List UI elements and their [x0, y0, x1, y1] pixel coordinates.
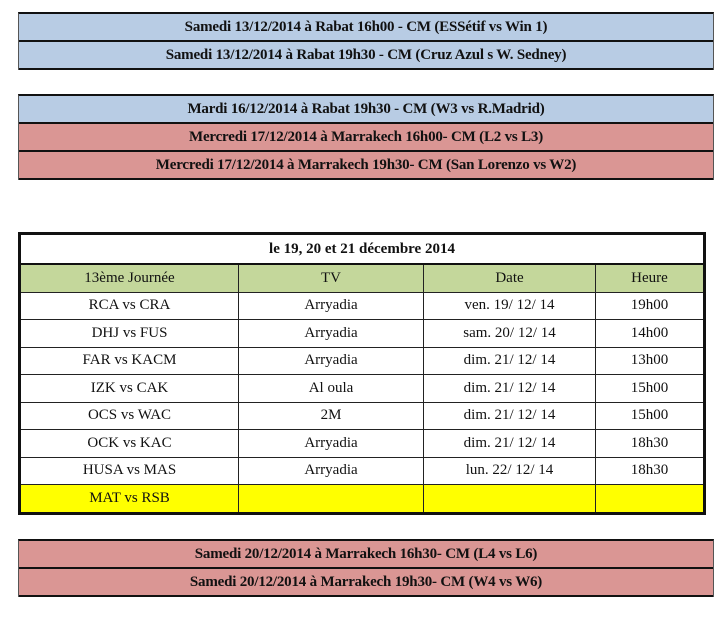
match-cell: FAR vs KACM — [20, 347, 239, 375]
table-row — [20, 375, 705, 403]
header-journee: 13ème Journée — [20, 264, 239, 292]
world-cup-matches-group-3 — [18, 539, 714, 597]
time-cell: 15h00 — [596, 375, 705, 403]
match-row: Samedi 20/12/2014 à Marrakech 19h30- CM (W4 vs W6) — [19, 569, 713, 597]
table-row — [20, 402, 705, 430]
time-cell: 18h30 — [596, 457, 705, 485]
match-cell: HUSA vs MAS — [20, 457, 239, 485]
time-cell: 18h30 — [596, 430, 705, 458]
date-cell: dim. 21/ 12/ 14 — [424, 430, 596, 458]
header-date: Date — [424, 264, 596, 292]
table-row — [20, 347, 705, 375]
date-cell: sam. 20/ 12/ 14 — [424, 320, 596, 348]
time-cell: 14h00 — [596, 320, 705, 348]
match-cell: MAT vs RSB — [20, 485, 239, 514]
match-row: Mardi 16/12/2014 à Rabat 19h30 - CM (W3 vs R.Madrid) — [19, 96, 713, 124]
table-row — [20, 320, 705, 348]
header-heure: Heure — [596, 264, 705, 292]
table-row — [20, 292, 705, 320]
match-cell: RCA vs CRA — [20, 292, 239, 320]
world-cup-matches-group-2 — [18, 94, 714, 180]
match-row: Mercredi 17/12/2014 à Marrakech 19h30- CM (San Lorenzo vs W2) — [19, 152, 713, 180]
date-cell: lun. 22/ 12/ 14 — [424, 457, 596, 485]
date-cell: dim. 21/ 12/ 14 — [424, 402, 596, 430]
tv-cell: Arryadia — [239, 347, 424, 375]
tv-cell: Arryadia — [239, 292, 424, 320]
tv-cell: Al oula — [239, 375, 424, 403]
match-cell: OCS vs WAC — [20, 402, 239, 430]
header-row — [20, 264, 705, 292]
date-cell: ven. 19/ 12/ 14 — [424, 292, 596, 320]
match-row: Samedi 13/12/2014 à Rabat 19h30 - CM (Cruz Azul s W. Sedney) — [19, 42, 713, 70]
tv-cell: Arryadia — [239, 430, 424, 458]
match-row: Samedi 13/12/2014 à Rabat 16h00 - CM (ESSétif vs Win 1) — [19, 14, 713, 42]
match-cell: DHJ vs FUS — [20, 320, 239, 348]
date-cell: dim. 21/ 12/ 14 — [424, 347, 596, 375]
table-row — [20, 485, 705, 514]
tv-cell: Arryadia — [239, 320, 424, 348]
time-cell: 15h00 — [596, 402, 705, 430]
tv-cell — [239, 485, 424, 514]
time-cell — [596, 485, 705, 514]
schedule-title: le 19, 20 et 21 décembre 2014 — [20, 234, 705, 265]
header-tv: TV — [239, 264, 424, 292]
time-cell: 13h00 — [596, 347, 705, 375]
tv-cell: Arryadia — [239, 457, 424, 485]
date-cell: dim. 21/ 12/ 14 — [424, 375, 596, 403]
match-row: Mercredi 17/12/2014 à Marrakech 16h00- CM (L2 vs L3) — [19, 124, 713, 152]
time-cell: 19h00 — [596, 292, 705, 320]
tv-cell: 2M — [239, 402, 424, 430]
table-row — [20, 430, 705, 458]
table-row — [20, 457, 705, 485]
match-row: Samedi 20/12/2014 à Marrakech 16h30- CM (L4 vs L6) — [19, 541, 713, 569]
world-cup-matches-group-1 — [18, 12, 714, 70]
date-cell — [424, 485, 596, 514]
match-cell: OCK vs KAC — [20, 430, 239, 458]
schedule-table — [18, 232, 706, 515]
match-cell: IZK vs CAK — [20, 375, 239, 403]
